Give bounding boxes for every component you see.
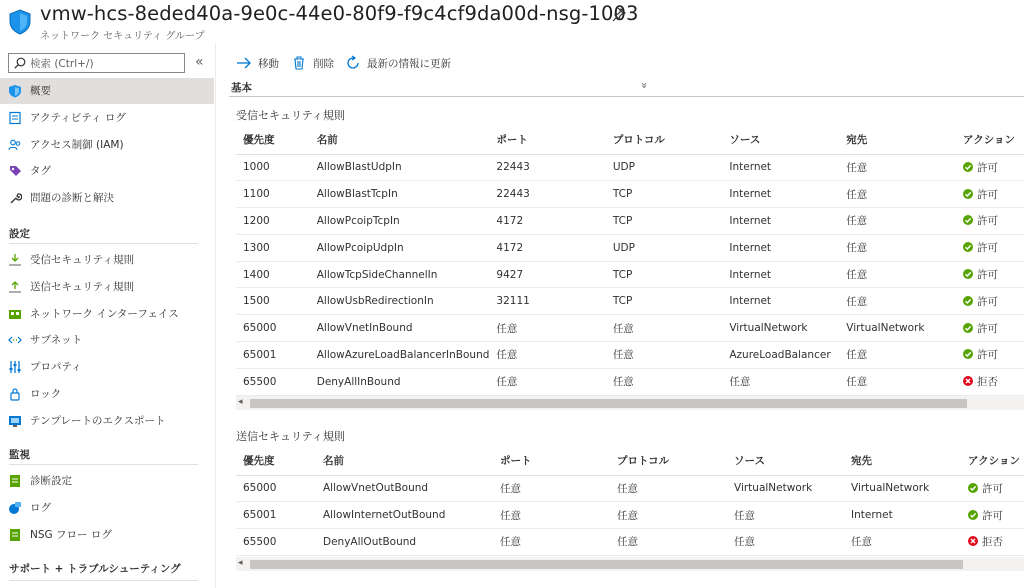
check-circle-icon — [963, 323, 973, 333]
allow-status — [963, 160, 998, 175]
inbound-rules-table — [236, 126, 1024, 396]
inbound-horizontal-scrollbar[interactable] — [236, 396, 1024, 410]
table-cell — [956, 234, 1024, 261]
page-title: vmw-hcs-8eded40a-9e0c-44e0-80f9-f9c4cf9da00d-nsg-1003 — [40, 2, 639, 25]
lock-icon — [8, 387, 22, 401]
table-cell: TCP — [606, 181, 723, 208]
column-header[interactable]: アクション — [956, 126, 1024, 154]
action-label: 許可 — [977, 269, 999, 282]
table-cell: AllowAzureLoadBalancerInBound — [310, 342, 490, 369]
wrench-icon — [8, 191, 22, 205]
table-cell: AllowBlastTcpIn — [310, 181, 490, 208]
table-cell: 任意 — [610, 529, 727, 556]
table-cell: 任意 — [844, 529, 961, 556]
check-circle-icon — [963, 189, 973, 199]
check-circle-icon — [963, 162, 973, 172]
table-cell: VirtualNetwork — [727, 475, 844, 502]
table-cell: Internet — [722, 154, 839, 181]
sidebar-item-tag[interactable] — [0, 158, 214, 184]
sidebar-item-label: 受信セキュリティ規則 — [30, 254, 134, 266]
table-cell: 1200 — [236, 208, 310, 235]
column-header[interactable]: 名前 — [316, 447, 493, 475]
table-row[interactable] — [236, 154, 1024, 181]
table-cell: Internet — [722, 181, 839, 208]
sidebar-item-label: 問題の診断と解決 — [30, 192, 114, 205]
table-cell: 1100 — [236, 181, 310, 208]
nsg-shield-icon — [9, 9, 31, 35]
table-cell: Internet — [722, 261, 839, 288]
table-cell — [956, 368, 1024, 395]
table-cell: 22443 — [489, 181, 605, 208]
diagnostic-settings-icon — [8, 474, 22, 488]
people-icon — [8, 138, 22, 152]
table-row[interactable] — [236, 288, 1024, 315]
sidebar-item-label: タグ — [30, 165, 51, 178]
deny-status — [963, 374, 998, 389]
table-row[interactable] — [236, 261, 1024, 288]
sidebar-item-label: ロック — [30, 388, 62, 400]
table-cell: 任意 — [606, 342, 723, 369]
allow-status — [963, 213, 998, 228]
table-cell — [956, 181, 1024, 208]
table-cell: 任意 — [727, 502, 844, 529]
error-circle-icon — [963, 376, 973, 386]
table-row[interactable] — [236, 529, 1024, 556]
table-row[interactable] — [236, 368, 1024, 395]
section-settings: 設定 — [9, 228, 30, 240]
sidebar-item-inbound-rules[interactable] — [0, 247, 214, 273]
allow-status — [963, 187, 998, 202]
table-cell: AllowTcpSideChannelIn — [310, 261, 490, 288]
search-icon — [14, 57, 26, 69]
table-cell: 任意 — [839, 288, 956, 315]
table-cell: VirtualNetwork — [839, 315, 956, 342]
table-cell: 任意 — [839, 181, 956, 208]
table-cell: 32111 — [489, 288, 605, 315]
essentials-bar[interactable] — [229, 80, 1024, 97]
export-template-icon — [8, 414, 22, 428]
activity-log-icon — [8, 111, 22, 125]
table-cell: AllowUsbRedirectionIn — [310, 288, 490, 315]
sidebar-item-label: ログ — [30, 501, 51, 514]
table-cell: AzureLoadBalancer — [722, 342, 839, 369]
check-circle-icon — [968, 483, 978, 493]
sidebar-item-label: テンプレートのエクスポート — [30, 414, 166, 427]
table-cell: 65500 — [236, 529, 316, 556]
scroll-thumb[interactable] — [250, 399, 967, 408]
delete-label: 削除 — [313, 58, 334, 70]
table-header-row — [236, 126, 1024, 154]
section-divider — [9, 464, 198, 465]
section-divider — [9, 580, 198, 581]
table-cell: DenyAllOutBound — [316, 529, 493, 556]
table-cell: 任意 — [489, 368, 605, 395]
sidebar — [0, 44, 216, 588]
check-circle-icon — [963, 215, 973, 225]
table-cell: 任意 — [489, 315, 605, 342]
column-header[interactable]: ソース — [727, 447, 844, 475]
table-cell: AllowInternetOutBound — [316, 502, 493, 529]
table-cell: AllowVnetOutBound — [316, 475, 493, 502]
table-cell: 65000 — [236, 315, 310, 342]
table-cell: 1000 — [236, 154, 310, 181]
sidebar-item-label: アクセス制御 (IAM) — [30, 138, 124, 151]
column-header[interactable]: 優先度 — [236, 126, 310, 154]
page-subtitle: ネットワーク セキュリティ グループ — [40, 31, 205, 42]
network-interface-icon — [8, 307, 22, 321]
logs-icon — [8, 501, 22, 515]
sidebar-divider — [215, 44, 216, 588]
table-cell: 1300 — [236, 234, 310, 261]
table-cell: 任意 — [493, 502, 610, 529]
table-row[interactable] — [236, 181, 1024, 208]
check-circle-icon — [963, 349, 973, 359]
essentials-label: 基本 — [231, 82, 252, 94]
action-label: 許可 — [977, 161, 999, 174]
table-cell: Internet — [722, 208, 839, 235]
column-header[interactable]: ポート — [493, 447, 610, 475]
allow-status — [963, 347, 998, 362]
table-cell: UDP — [606, 154, 723, 181]
table-cell: AllowBlastUdpIn — [310, 154, 490, 181]
table-cell: Internet — [722, 288, 839, 315]
table-row[interactable] — [236, 208, 1024, 235]
tag-icon — [8, 164, 22, 178]
action-label: 許可 — [977, 322, 999, 335]
table-cell: VirtualNetwork — [844, 475, 961, 502]
allow-status — [968, 508, 1003, 523]
table-cell: 1500 — [236, 288, 310, 315]
sidebar-item-wrench[interactable] — [0, 185, 214, 211]
table-cell: Internet — [844, 502, 961, 529]
sidebar-item-export-template[interactable] — [0, 408, 214, 434]
section-monitoring: 監視 — [9, 449, 30, 461]
table-cell: 22443 — [489, 154, 605, 181]
column-header[interactable]: プロトコル — [610, 447, 727, 475]
inbound-rules-title: 受信セキュリティ規則 — [236, 109, 345, 122]
page-header — [0, 0, 1024, 44]
search-placeholder: 検索 (Ctrl+/) — [30, 58, 94, 70]
table-cell: 任意 — [489, 342, 605, 369]
sidebar-item-label: プロパティ — [30, 361, 82, 374]
sidebar-item-label: 概要 — [30, 85, 51, 97]
table-cell: 任意 — [839, 208, 956, 235]
deny-status — [968, 534, 1003, 549]
outbound-rules-icon — [8, 280, 22, 294]
inbound-rules-icon — [8, 253, 22, 267]
check-circle-icon — [963, 269, 973, 279]
table-header-row — [236, 447, 1024, 475]
column-header[interactable]: アクション — [961, 447, 1024, 475]
table-cell: TCP — [606, 261, 723, 288]
sidebar-item-diagnostic-settings[interactable] — [0, 468, 214, 494]
check-circle-icon — [963, 296, 973, 306]
table-cell: 4172 — [489, 208, 605, 235]
table-cell — [956, 288, 1024, 315]
table-cell: 65500 — [236, 368, 310, 395]
sidebar-item-label: NSG フロー ログ — [30, 528, 112, 541]
table-cell: 65001 — [236, 342, 310, 369]
table-cell: 任意 — [839, 368, 956, 395]
sidebar-item-flow-logs[interactable] — [0, 522, 214, 548]
allow-status — [963, 321, 998, 336]
table-cell: AllowVnetInBound — [310, 315, 490, 342]
table-row[interactable] — [236, 315, 1024, 342]
table-cell — [961, 475, 1024, 502]
allow-status — [963, 267, 998, 282]
table-row[interactable] — [236, 234, 1024, 261]
error-circle-icon — [968, 536, 978, 546]
table-cell: TCP — [606, 208, 723, 235]
sidebar-item-label: 診断設定 — [30, 475, 72, 487]
table-cell — [956, 261, 1024, 288]
outbound-rules-table — [236, 447, 1024, 556]
table-cell: 任意 — [610, 502, 727, 529]
column-header[interactable]: 宛先 — [844, 447, 961, 475]
chevron-down-icon[interactable]: » — [637, 82, 651, 89]
table-row[interactable] — [236, 475, 1024, 502]
allow-status — [963, 294, 998, 309]
sidebar-item-label: サブネット — [30, 334, 83, 347]
table-cell: AllowPcoipTcpIn — [310, 208, 490, 235]
sidebar-item-label: ネットワーク インターフェイス — [30, 307, 179, 320]
section-support: サポート + トラブルシューティング — [9, 563, 181, 575]
column-header[interactable]: 宛先 — [839, 126, 956, 154]
sidebar-item-properties[interactable] — [0, 354, 214, 380]
move-label: 移動 — [258, 58, 279, 70]
table-cell: Internet — [722, 234, 839, 261]
table-cell: 9427 — [489, 261, 605, 288]
table-cell: 任意 — [606, 368, 723, 395]
action-label: 許可 — [982, 482, 1003, 495]
outbound-horizontal-scrollbar[interactable] — [236, 557, 1024, 571]
action-label: 許可 — [977, 215, 999, 228]
sidebar-item-logs[interactable] — [0, 495, 214, 521]
table-cell — [956, 154, 1024, 181]
sidebar-item-activity-log[interactable] — [0, 105, 214, 131]
table-cell: 任意 — [839, 234, 956, 261]
sidebar-item-label: 送信セキュリティ規則 — [30, 280, 134, 293]
table-cell: 65000 — [236, 475, 316, 502]
table-cell: 任意 — [610, 475, 727, 502]
table-cell — [961, 502, 1024, 529]
pin-icon[interactable] — [612, 6, 628, 22]
search-input[interactable] — [8, 53, 185, 73]
sidebar-item-network-interface[interactable] — [0, 301, 214, 327]
table-cell — [956, 315, 1024, 342]
action-label: 許可 — [977, 188, 999, 201]
table-cell: AllowPcoipUdpIn — [310, 234, 490, 261]
trash-icon — [291, 55, 307, 71]
allow-status — [963, 240, 998, 255]
sidebar-item-people[interactable] — [0, 132, 214, 158]
table-cell — [956, 342, 1024, 369]
allow-status — [968, 481, 1003, 496]
table-cell: 任意 — [493, 475, 610, 502]
collapse-sidebar-icon[interactable]: « — [195, 54, 204, 70]
column-header[interactable]: 名前 — [310, 126, 490, 154]
column-header[interactable]: ソース — [722, 126, 839, 154]
sidebar-item-lock[interactable] — [0, 381, 214, 407]
check-circle-icon — [963, 242, 973, 252]
table-cell: DenyAllInBound — [310, 368, 490, 395]
table-row[interactable] — [236, 342, 1024, 369]
column-header[interactable]: ポート — [489, 126, 605, 154]
table-cell: 任意 — [727, 529, 844, 556]
flow-logs-icon — [8, 528, 22, 542]
scroll-left-arrow[interactable]: ◂ — [238, 397, 243, 407]
sidebar-item-outbound-rules[interactable] — [0, 274, 214, 300]
check-circle-icon — [968, 510, 978, 520]
scroll-left-arrow[interactable]: ◂ — [238, 558, 243, 568]
arrow-right-icon — [236, 55, 252, 71]
table-cell: UDP — [606, 234, 723, 261]
outbound-rules-title: 送信セキュリティ規則 — [236, 430, 345, 443]
sidebar-item-subnet[interactable] — [0, 327, 214, 353]
table-cell: TCP — [606, 288, 723, 315]
refresh-icon — [345, 55, 361, 71]
scroll-thumb[interactable] — [250, 560, 963, 569]
table-cell: 1400 — [236, 261, 310, 288]
table-cell: 任意 — [722, 368, 839, 395]
table-cell: VirtualNetwork — [722, 315, 839, 342]
refresh-label: 最新の情報に更新 — [367, 58, 451, 70]
properties-icon — [8, 360, 22, 374]
section-divider — [9, 243, 198, 244]
action-label: 許可 — [977, 295, 999, 308]
table-row[interactable] — [236, 502, 1024, 529]
action-label: 許可 — [977, 242, 999, 255]
table-cell: 65001 — [236, 502, 316, 529]
sidebar-item-shield[interactable] — [0, 78, 214, 104]
table-cell: 任意 — [839, 154, 956, 181]
subnet-icon — [8, 333, 22, 347]
action-label: 許可 — [982, 509, 1003, 522]
action-label: 許可 — [977, 349, 999, 362]
action-label: 拒否 — [977, 376, 999, 389]
table-cell: 任意 — [493, 529, 610, 556]
table-cell: 4172 — [489, 234, 605, 261]
table-cell — [961, 529, 1024, 556]
action-label: 拒否 — [982, 536, 1003, 549]
table-cell: 任意 — [606, 315, 723, 342]
column-header[interactable]: 優先度 — [236, 447, 316, 475]
table-cell — [956, 208, 1024, 235]
table-cell: 任意 — [839, 342, 956, 369]
table-cell: 任意 — [839, 261, 956, 288]
shield-icon — [8, 84, 22, 98]
column-header[interactable]: プロトコル — [606, 126, 723, 154]
sidebar-item-label: アクティビティ ログ — [30, 111, 126, 124]
